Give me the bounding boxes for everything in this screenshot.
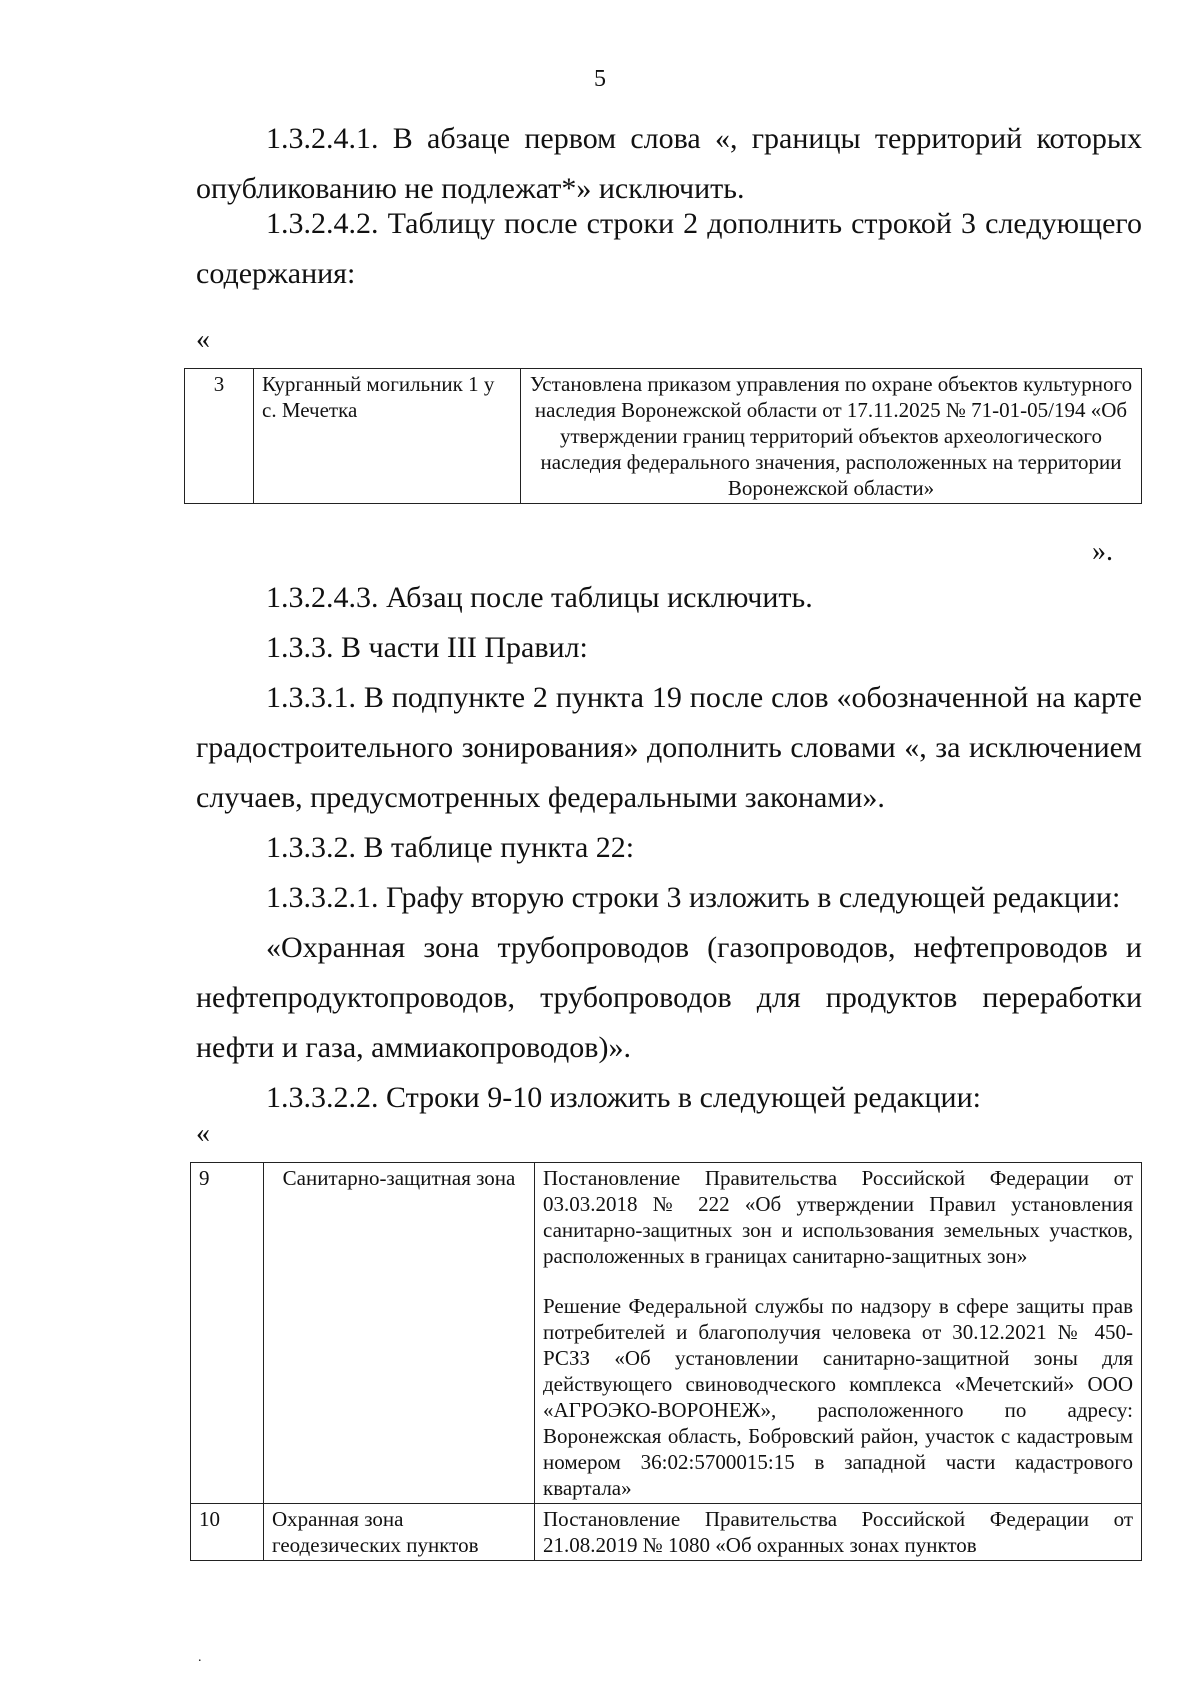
legal-basis-cell: Установлена приказом управления по охране объектов культурного наследия Воронежской области от 17.11.2025 № 71-01-05/194 «Об утверждении границ территорий объектов археологического наследия федерального значения, расположенных на территории Воронежской области»	[521, 369, 1142, 504]
table-row	[191, 1163, 1142, 1504]
paragraph-pipeline-zone: «Охранная зона трубопроводов (газопроводов, нефтепроводов и нефтепродуктопроводов, трубопроводов для продуктов переработки нефти и газа, аммиакопроводов)».	[196, 931, 1142, 1064]
legal-basis-text: Решение Федеральной службы по надзору в сфере защиты прав потребителей и благополучия человека от 30.12.2021 № 450-РСЗЗ «Об установлении санитарно-защитной зоны для действующего свиноводческого комплекса «Мечетский» ООО «АГРОЭКО-ВОРОНЕЖ», расположенного по адресу: Воронежская область, Бобровский район, участок с кадастровым номером 36:02:5700015:15 в западной части кадастрового квартала»	[543, 1294, 1133, 1500]
paragraph-1-3-2-4-2: 1.3.2.4.2. Таблицу после строки 2 дополнить строкой 3 следующего содержания:	[196, 207, 1142, 290]
legal-basis-text: Постановление Правительства Российской Федерации от 03.03.2018 № 222 «Об утверждении Правил установления санитарно-защитных зон и использования земельных участков, расположенных в границах санитарно-защитных зон»	[543, 1166, 1133, 1268]
page-number: 5	[594, 66, 606, 92]
table-row	[191, 1504, 1142, 1561]
paragraph-1-3-3-2-1: 1.3.3.2.1. Графу вторую строки 3 изложить в следующей редакции:	[266, 881, 1121, 914]
row-number-cell: 10	[191, 1504, 264, 1561]
paragraph-1-3-3-2-2: 1.3.3.2.2. Строки 9-10 изложить в следующей редакции:	[266, 1081, 982, 1114]
row-number-cell: 3	[185, 369, 254, 504]
paragraph-1-3-2-4-1: 1.3.2.4.1. В абзаце первом слова «, границы территорий которых опубликованию не подлежат*» исключить.	[196, 122, 1142, 205]
zone-name-cell: Санитарно-защитная зона	[264, 1163, 535, 1504]
row-number-cell: 9	[191, 1163, 264, 1504]
paragraph-1-3-3-1: 1.3.3.1. В подпункте 2 пункта 19 после слов «обозначенной на карте градостроительного зонирования» дополнить словами «, за исключением случаев, предусмотренных федеральными законами».	[196, 681, 1142, 814]
table-rows-9-10	[190, 1162, 1142, 1561]
opening-quote-1: «	[196, 324, 210, 355]
closing-quote-1: ».	[1092, 536, 1113, 567]
zone-name-cell: Охранная зона геодезических пунктов	[264, 1504, 535, 1561]
object-name-cell: Курганный могильник 1 у с. Мечетка	[254, 369, 521, 504]
table-row-3-insert	[184, 368, 1142, 504]
legal-basis-cell: Постановление Правительства Российской Федерации от 21.08.2019 № 1080 «Об охранных зонах пунктов	[535, 1504, 1142, 1561]
table-row	[185, 369, 1142, 504]
paragraph-1-3-3: 1.3.3. В части III Правил:	[266, 631, 588, 664]
opening-quote-2: «	[196, 1118, 210, 1149]
paragraph-1-3-3-2: 1.3.3.2. В таблице пункта 22:	[266, 831, 635, 864]
paragraph-1-3-2-4-3: 1.3.2.4.3. Абзац после таблицы исключить.	[266, 581, 813, 614]
legal-basis-cell	[535, 1163, 1142, 1504]
footer-mark: .	[198, 1650, 202, 1665]
